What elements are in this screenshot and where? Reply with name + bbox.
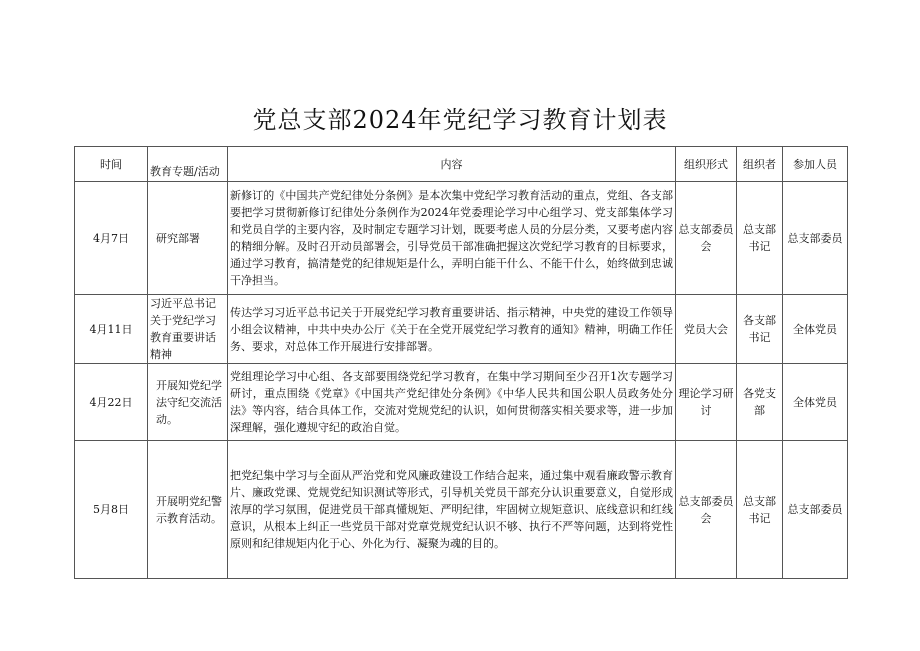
cell-time: 4月7日 — [75, 182, 148, 295]
cell-time: 5月8日 — [75, 441, 148, 579]
header-form: 组织形式 — [676, 147, 737, 182]
cell-organizer: 总支部书记 — [737, 441, 783, 579]
cell-participants: 全体党员 — [783, 364, 848, 441]
cell-organizer: 各党支部 — [737, 364, 783, 441]
table-row — [75, 182, 848, 295]
cell-organizer: 总支部书记 — [737, 182, 783, 295]
header-content: 内容 — [228, 147, 676, 182]
cell-topic: 开展知党纪学法守纪交流活动。 — [148, 364, 228, 441]
plan-table — [74, 146, 848, 579]
cell-participants: 总支部委员 — [783, 182, 848, 295]
page-title: 党总支部2024年党纪学习教育计划表 — [252, 106, 668, 134]
cell-form: 理论学习研讨 — [676, 364, 737, 441]
cell-form: 总支部委员会 — [676, 441, 737, 579]
table-row — [75, 295, 848, 364]
table-row — [75, 364, 848, 441]
table-header-row — [75, 147, 848, 182]
table-row — [75, 441, 848, 579]
cell-content: 新修订的《中国共产党纪律处分条例》是本次集中党纪学习教育活动的重点，党组、各支部要把学习贯彻新修订纪律处分条例作为2024年党委理论学习中心组学习、党支部集体学习和党员自学的主要内容，及时制定专题学习计划，既要考虑人员的分层分类，又要考虑内容的精细分解。及时召开动员部署会，引导党员干部准确把握这次党纪学习教育的目标要求，通过学习教育，搞清楚党的纪律规矩是什么，弄明白能干什么、不能干什么，始终做到忠诚干净担当。 — [228, 182, 676, 295]
cell-content: 党组理论学习中心组、各支部要围绕党纪学习教育，在集中学习期间至少召开1次专题学习研讨，重点围绕《党章》《中国共产党纪律处分条例》《中华人民共和国公职人员政务处分法》等内容，结合具体工作，交流对党规党纪的认识，如何贯彻落实相关要求等，进一步加深理解，强化遵规守纪的政治自觉。 — [228, 364, 676, 441]
cell-form: 党员大会 — [676, 295, 737, 364]
cell-content: 把党纪集中学习与全面从严治党和党风廉政建设工作结合起来，通过集中观看廉政警示教育片、廉政党课、党规党纪知识测试等形式，引导机关党员干部充分认识重要意义，自觉形成浓厚的学习氛围，促进党员干部真懂规矩、严明纪律，牢固树立规矩意识、底线意识和红线意识，从根本上纠正一些党员干部对党章党规党纪认识不够、执行不严等问题，达到将党性原则和纪律规矩内化于心、外化为行、凝聚为魂的目的。 — [228, 441, 676, 579]
cell-content: 传达学习习近平总书记关于开展党纪学习教育重要讲话、指示精神，中央党的建设工作领导小组会议精神，中共中央办公厅《关于在全党开展党纪学习教育的通知》精神，明确工作任务、要求，对总体工作开展进行安排部署。 — [228, 295, 676, 364]
cell-topic: 习近平总书记关于党纪学习教育重要讲话精神 — [148, 295, 228, 364]
header-topic: 教育专题/活动 — [148, 147, 228, 182]
cell-time: 4月11日 — [75, 295, 148, 364]
header-time: 时间 — [75, 147, 148, 182]
cell-topic: 研究部署 — [148, 182, 228, 295]
header-participants: 参加人员 — [783, 147, 848, 182]
cell-time: 4月22日 — [75, 364, 148, 441]
cell-form: 总支部委员会 — [676, 182, 737, 295]
cell-participants: 全体党员 — [783, 295, 848, 364]
cell-topic: 开展明党纪警示教育活动。 — [148, 441, 228, 579]
cell-participants: 总支部委员 — [783, 441, 848, 579]
cell-organizer: 各支部书记 — [737, 295, 783, 364]
header-organizer: 组织者 — [737, 147, 783, 182]
